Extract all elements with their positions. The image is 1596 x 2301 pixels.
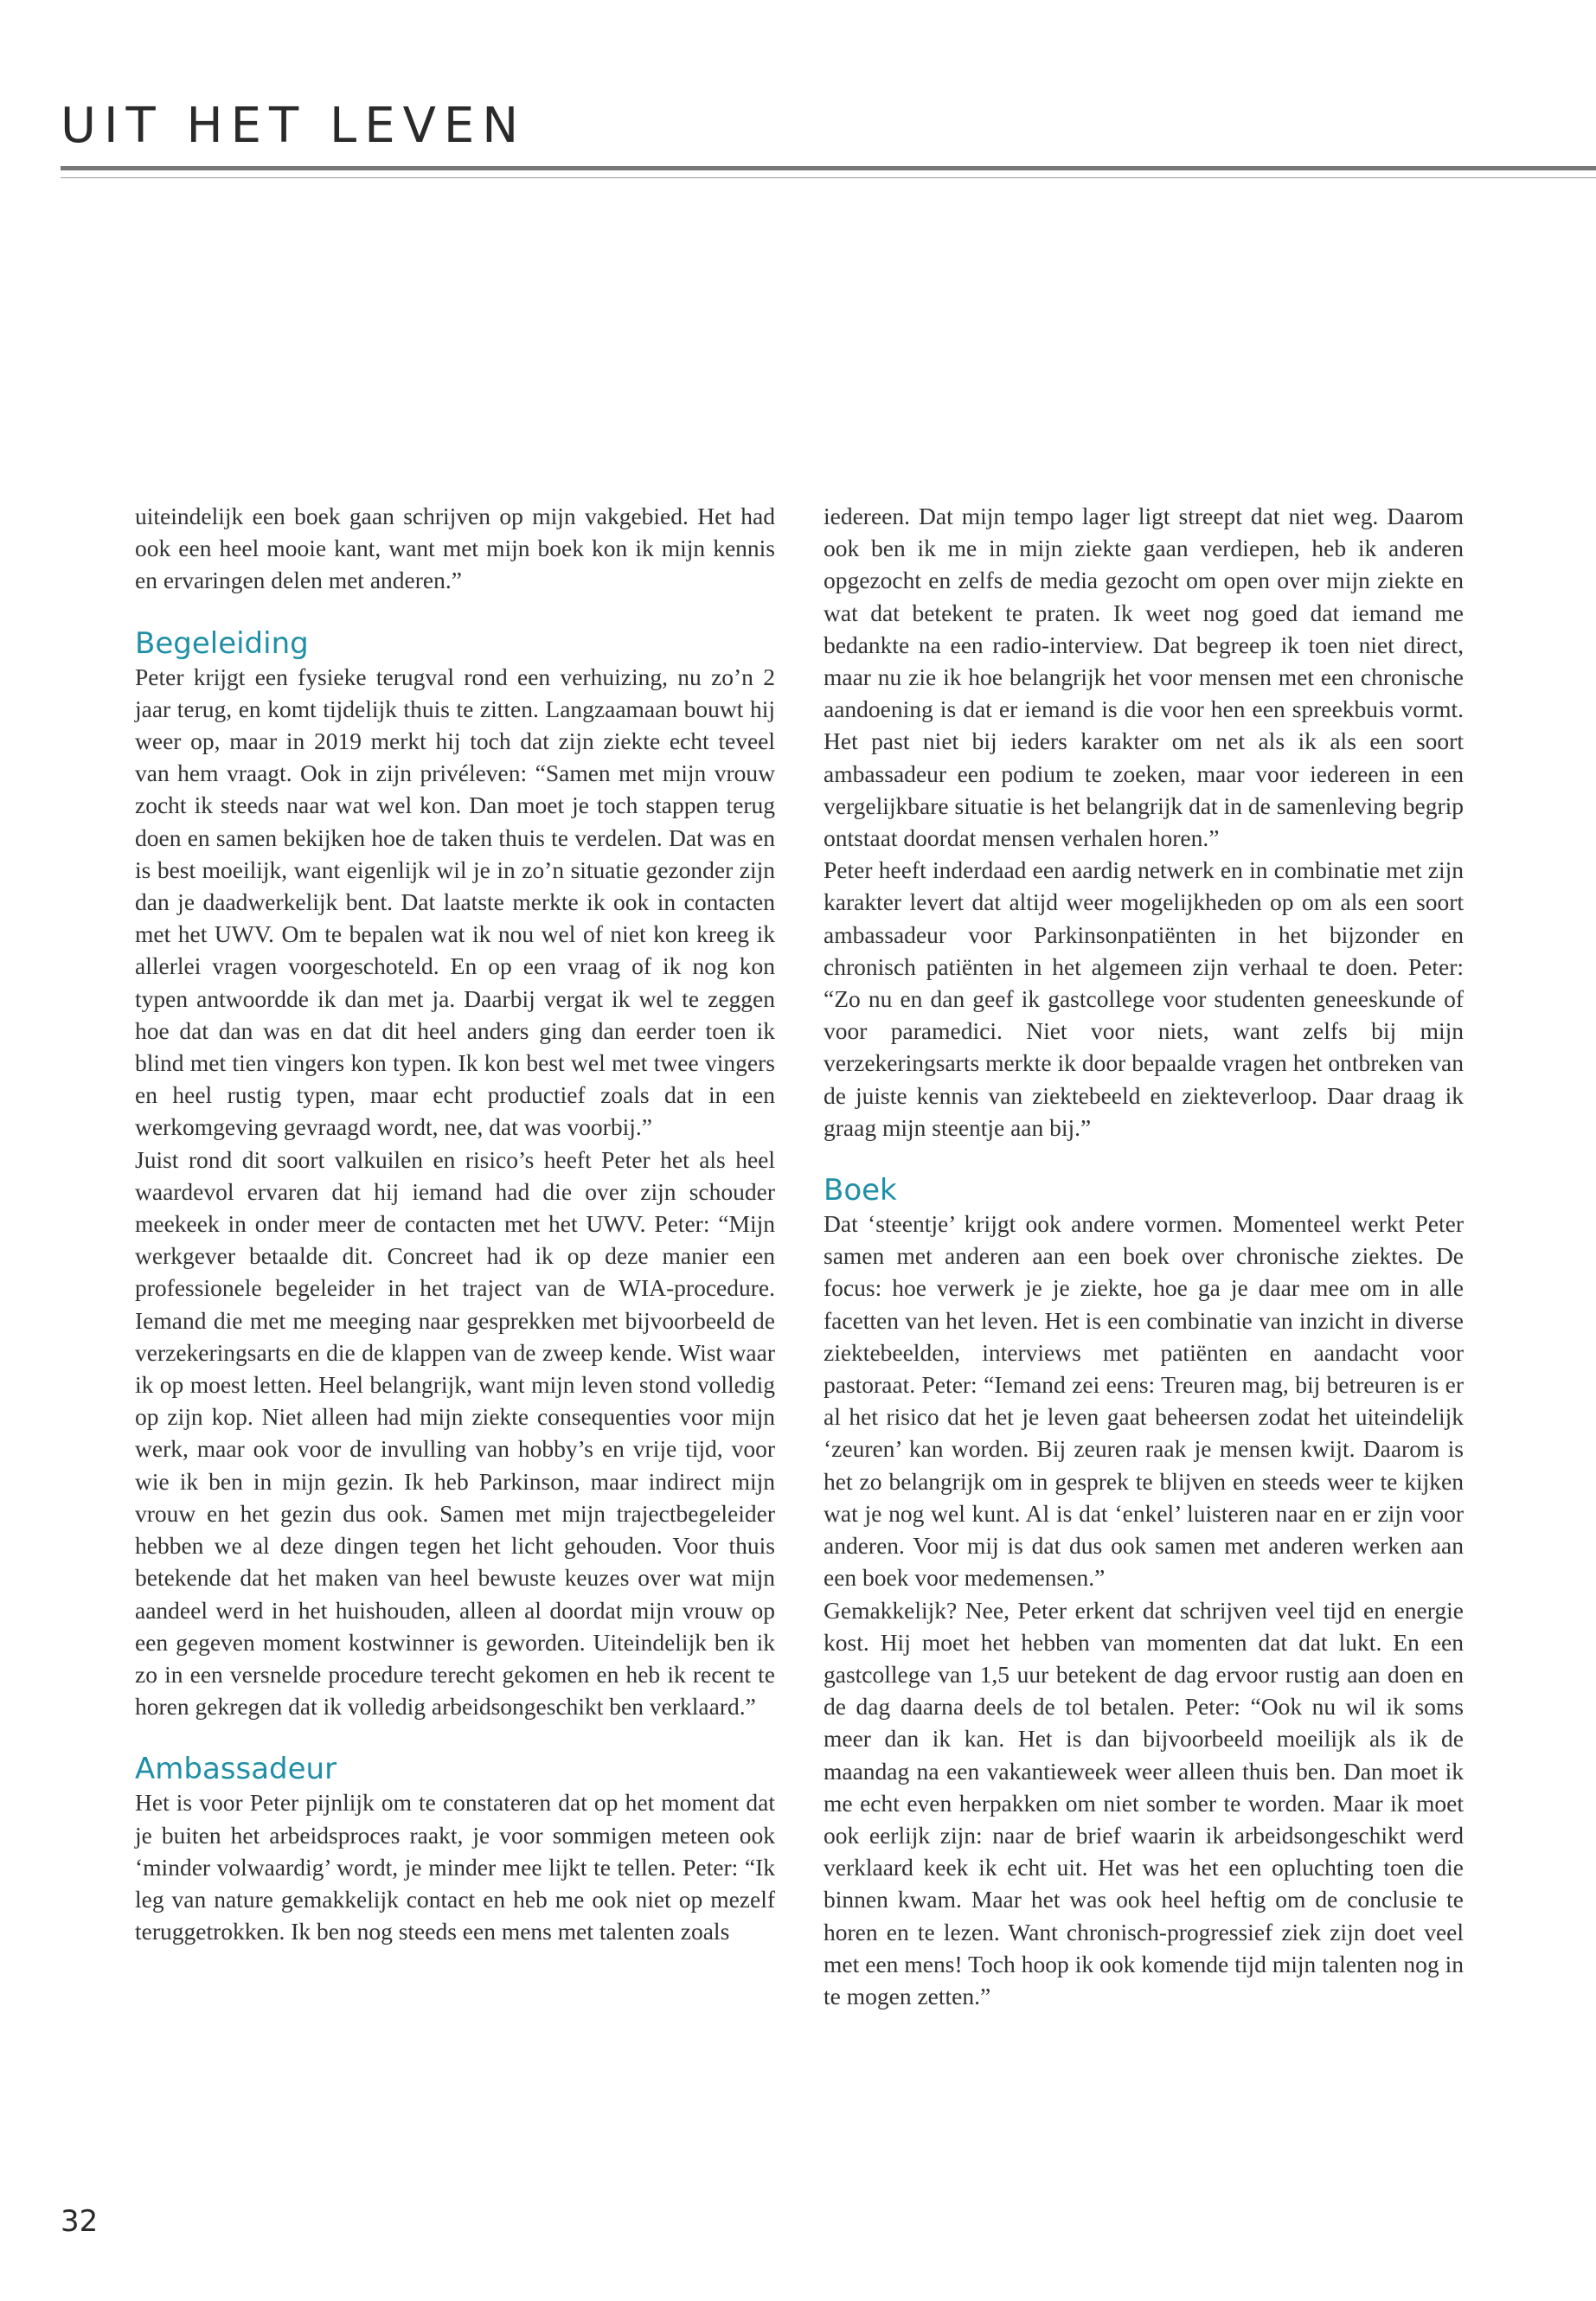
paragraph: uiteindelijk een boek gaan schrijven op mijn vakgebied. Het had ook een heel mooie kant, want met mijn boek kon ik mijn kennis en ervaringen delen met anderen.” [135, 503, 775, 594]
section-heading-ambassadeur: Ambassadeur [135, 1752, 337, 1787]
page-number: 32 [61, 2204, 99, 2239]
paragraph: Gemakkelijk? Nee, Peter erkent dat schrijven veel tijd en energie kost. Hij moet het hebben van momenten dat dat lukt. En een gastcollege van 1,5 uur betekent de dag ervoor rustig aan doen en de dag daarna deels de tol betalen. Peter: “Ook nu wil ik soms meer dan ik kan. Het is dan bijvoorbeeld moeilijk als ik de maandag na een vakantieweek weer alleen thuis ben. Dan moet ik me echt even herpakken om niet somber te worden. Maar ik moet ook eerlijk zijn: naar de brief waarin ik arbeidsongeschikt werd verklaard keek ik echt uit. Het was het een opluchting toen die binnen kwam. Maar het was ook heel heftig om de conclusie te horen en te lezen. Want chronisch-progressief ziek zijn doet veel met een mens! Toch hoop ik ook komende tijd mijn talenten nog in te mogen zetten.” [824, 1596, 1464, 2009]
paragraph: Juist rond dit soort valkuilen en risico’s heeft Peter het als heel waardevol ervaren dat hij iemand had die over zijn schouder meekeek in onder meer de contacten met het UWV. Peter: “Mijn werkgever betaalde dit. Concreet had ik op deze manier een professionele begeleider in het traject van de WIA-procedure. Iemand die met me meeging naar gesprekken met bijvoorbeeld de verzekeringsarts en die de klappen van de zweep kende. Wist waar ik op moest letten. Heel belangrijk, want mijn leven stond volledig op zijn kop. Niet alleen had mijn ziekte consequenties voor mijn werk, maar ook voor de invulling van hobby’s en vrije tijd, voor wie ik ben in mijn gezin. Ik heb Parkinson, maar indirect mijn vrouw en het gezin dus ook. Samen met mijn trajectbegeleider hebben we al deze dingen tegen het licht gehouden. Voor thuis betekende dat het maken van heel bewuste keuzes over wat mijn aandeel werd in het huishouden, alleen al doordat mijn vrouw op een gegeven moment kostwinner is geworden. Uiteindelijk ben ik zo in een versnelde procedure terecht gekomen en heb ik recent te horen gekregen dat ik volledig arbeidsongeschikt ben verklaard.” [135, 1145, 775, 1721]
section-heading-boek: Boek [824, 1173, 897, 1208]
section-title: UIT HET LEVEN [61, 98, 527, 154]
paragraph: Peter heeft inderdaad een aardig netwerk en in combinatie met zijn karakter levert dat altijd weer mogelijkheden op om als een soort ambassadeur voor Parkinsonpatiënten in het bijzonder en chronisch patiënten in het algemeen zijn verhaal te doen. Peter: “Zo nu en dan geef ik gastcollege voor studenten geneeskunde of voor paramedici. Niet voor niets, want zelfs bij mijn verzekeringsarts merkte ik door bepaalde vragen het ontbreken van de juiste kennis van ziektebeeld en ziekteverloop. Daar draag ik graag mijn steentje aan bij.” [824, 856, 1464, 1141]
section-heading-begeleiding: Begeleiding [135, 625, 309, 661]
paragraph: Peter krijgt een fysieke terugval rond een verhuizing, nu zo’n 2 jaar terug, en komt tijdelijk thuis te zitten. Langzaamaan bouwt hij weer op, maar in 2019 merkt hij toch dat zijn ziekte echt teveel van hem vraagt. Ook in zijn privéleven: “Samen met mijn vrouw zocht ik steeds naar wat wel kon. Dan moet je toch stappen terug doen en samen bekijken hoe de taken thuis te verdelen. Dat was en is best moeilijk, want eigenlijk wil je in zo’n situatie gezonder zijn dan je daadwerkelijk bent. Dat laatste merkte ik ook in contacten met het UWV. Om te bepalen wat ik nou wel of niet kon kreeg ik allerlei vragen voorgeschoteld. En op een vraag of ik nog kon typen antwoordde ik dan met ja. Daarbij vergat ik wel te zeggen hoe dat dan was en dat dit heel anders ging dan eerder toen ik blind met tien vingers kon typen. Ik kon best wel met twee vingers en heel rustig typen, maar echt productief zoals dat in een werkomgeving gevraagd wordt, nee, dat was voorbij.” [135, 663, 775, 1141]
article-column-left [135, 500, 775, 1947]
header-rule-thin [61, 177, 1596, 178]
paragraph: iedereen. Dat mijn tempo lager ligt streept dat niet weg. Daarom ook ben ik me in mijn ziekte gaan verdiepen, heb ik anderen opgezocht en zelfs de media gezocht om open over mijn ziekte en wat dat betekent te praten. Ik weet nog goed dat iemand me bedankte na een radio-interview. Dat begreep ik toen niet direct, maar nu zie ik hoe belangrijk het voor mensen met een chronische aandoening is dat er iemand is die voor hen een spreekbuis vormt. Het past niet bij ieders karakter om net als ik als een soort ambassadeur een podium te zoeken, maar voor iedereen in een vergelijkbare situatie is het belangrijk dat in de samenleving begrip ontstaat doordat mensen verhalen horen.” [824, 503, 1464, 852]
header-rule-thick [61, 166, 1596, 170]
paragraph: Dat ‘steentje’ krijgt ook andere vormen. Momenteel werkt Peter samen met anderen aan een boek over chronische ziektes. De focus: hoe verwerk je je ziekte, hoe ga je daar mee om in alle facetten van het leven. Het is een combinatie van inzicht in diverse ziektebeelden, interviews met patiënten en aandacht voor pastoraat. Peter: “Iemand zei eens: Treuren mag, bij betreuren is er al het risico dat het je leven gaat beheersen zodat het uiteindelijk ‘zeuren’ kan worden. Bij zeuren raak je mensen kwijt. Daarom is het zo belangrijk om in gesprek te blijven en steeds weer te kijken wat je nog wel kunt. Al is dat ‘enkel’ luisteren naar en er zijn voor anderen. Voor mij is dat dus ook samen met anderen werken aan een boek voor medemensen.” [824, 1210, 1464, 1592]
paragraph: Het is voor Peter pijnlijk om te constateren dat op het moment dat je buiten het arbeidsproces raakt, je voor sommigen meteen ook ‘minder volwaardig’ wordt, je minder mee lijkt te tellen. Peter: “Ik leg van nature gemakkelijk contact en heb me ook niet op mezelf teruggetrokken. Ik ben nog steeds een mens met talenten zoals [135, 1789, 775, 1945]
article-column-right [824, 500, 1464, 2012]
